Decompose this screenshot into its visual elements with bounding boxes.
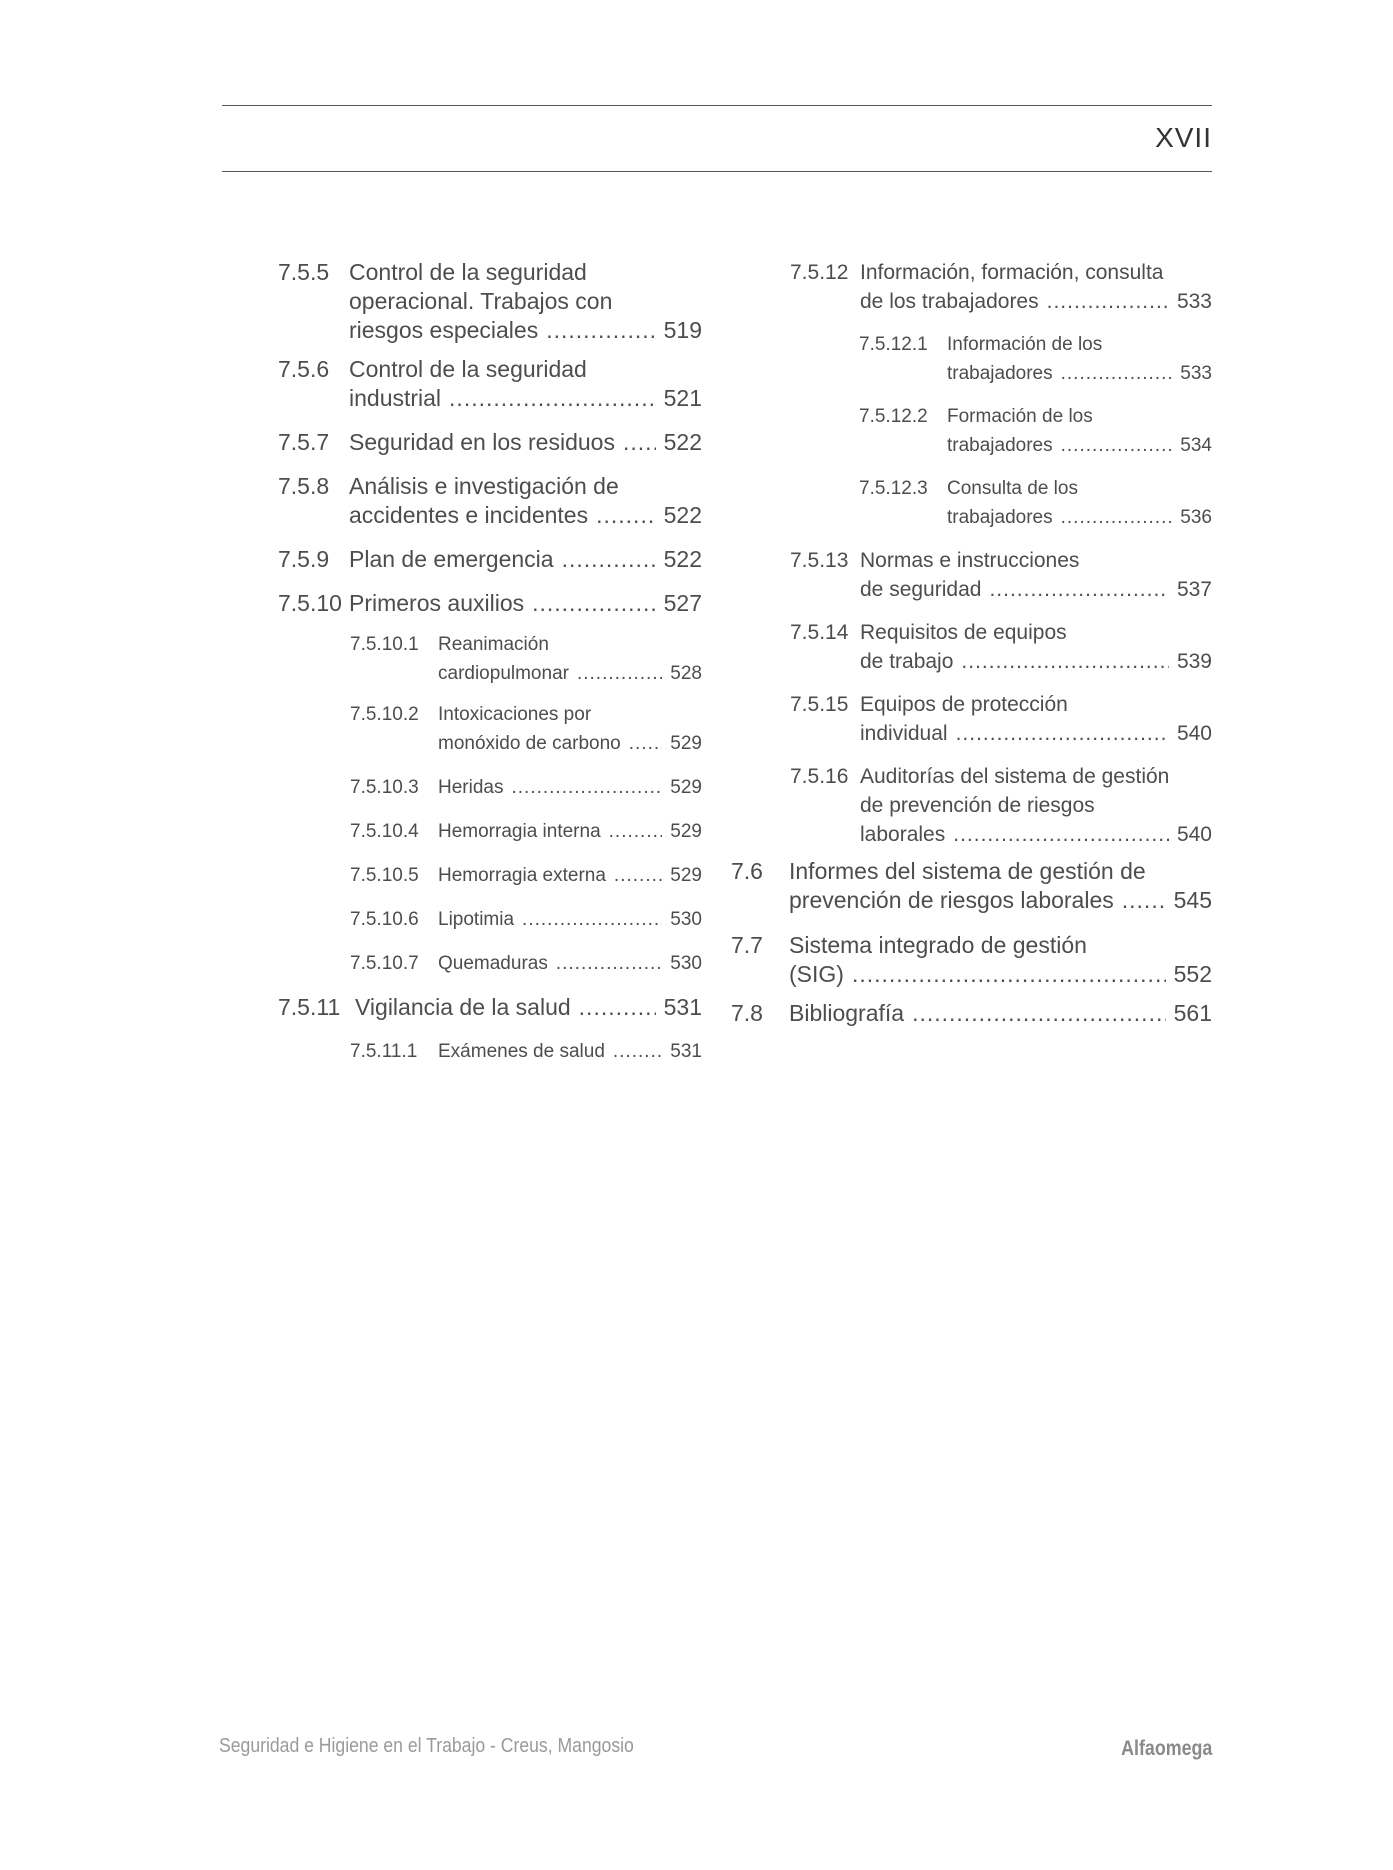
toc-entry-number: 7.5.12.3: [859, 478, 928, 499]
toc-entry[interactable]: [278, 355, 702, 413]
toc-entry-title-line: Lipotimia: [438, 909, 515, 930]
toc-entry-page: 521: [663, 385, 702, 411]
toc-entry-title-line: de los trabajadores: [860, 290, 1039, 313]
toc-entry-number: 7.5.10.4: [350, 821, 419, 842]
toc-entry-page: 539: [1176, 650, 1212, 673]
toc-dot-leader: [912, 999, 1166, 1028]
toc-entry-number: 7.5.12.1: [859, 334, 928, 355]
footer-publisher: Alfaomega: [1120, 1737, 1212, 1760]
toc-entry-title-line: monóxido de carbono: [438, 733, 621, 754]
toc-entry-number: 7.5.10: [278, 590, 342, 616]
toc-entry[interactable]: [278, 545, 702, 574]
toc-dot-leader: [596, 501, 656, 530]
toc-entry-number: 7.5.12: [790, 261, 849, 284]
toc-entry-page: 529: [670, 865, 702, 886]
toc-dot-leader: [989, 575, 1169, 604]
toc-entry-number: 7.5.8: [278, 473, 330, 499]
toc-dot-leader: [522, 905, 662, 934]
toc-entry-title-line: de seguridad: [860, 578, 982, 601]
toc-dot-leader: [577, 659, 662, 688]
toc-entry-page: 533: [1180, 363, 1212, 384]
toc-entry-page: 533: [1176, 290, 1212, 313]
toc-entry[interactable]: [731, 931, 1212, 989]
toc-dot-leader: [614, 861, 662, 890]
toc-entry-page: 561: [1173, 1000, 1212, 1026]
toc-dot-leader: [579, 993, 656, 1022]
toc-entry-number: 7.5.10.6: [350, 909, 419, 930]
toc-entry-page: 537: [1176, 578, 1212, 601]
toc-entry[interactable]: [350, 630, 702, 688]
toc-entry-title-line: Información, formación, consulta: [860, 261, 1164, 284]
toc-entry[interactable]: [790, 546, 1212, 604]
toc-entry-number: 7.5.13: [790, 549, 849, 572]
header-bottom-rule: [222, 171, 1212, 172]
toc-entry-number: 7.5.6: [278, 356, 330, 382]
toc-entry-title-line: trabajadores: [947, 507, 1053, 528]
toc-entry-page: 522: [663, 546, 702, 572]
toc-entry-title-line: Vigilancia de la salud: [355, 994, 571, 1020]
toc-right-column: [731, 258, 1212, 1028]
toc-entry[interactable]: [350, 1037, 702, 1066]
toc-entry-number: 7.5.10.7: [350, 953, 419, 974]
toc-entry-page: 522: [663, 502, 702, 528]
toc-dot-leader: [1061, 503, 1173, 532]
toc-entry-page: 529: [670, 821, 702, 842]
toc-entry-title-line: Hemorragia externa: [438, 865, 606, 886]
toc-entry-page: 531: [670, 1041, 702, 1062]
toc-entry-title-line: trabajadores: [947, 435, 1053, 456]
toc-dot-leader: [953, 820, 1169, 849]
toc-dot-leader: [852, 960, 1166, 989]
toc-entry-page: 531: [663, 994, 702, 1020]
toc-entry-number: 7.5.5: [278, 259, 330, 285]
toc-entry-title-line: de trabajo: [860, 650, 954, 673]
toc-entry[interactable]: [350, 949, 702, 978]
toc-entry[interactable]: [859, 402, 1212, 460]
toc-entry[interactable]: [350, 861, 702, 890]
toc-dot-leader: [1122, 886, 1166, 915]
toc-entry-page: 540: [1176, 722, 1212, 745]
toc-entry[interactable]: [278, 993, 702, 1022]
toc-entry-number: 7.5.11: [278, 994, 341, 1020]
toc-entry-title-line: (SIG): [789, 961, 844, 987]
toc-entry-title-line: individual: [860, 722, 948, 745]
toc-entry-title-line: Primeros auxilios: [349, 590, 525, 616]
toc-entry[interactable]: [350, 700, 702, 758]
toc-entry[interactable]: [731, 857, 1212, 915]
toc-entry[interactable]: [859, 330, 1212, 388]
toc-entry-title-line: Reanimación: [438, 634, 549, 655]
toc-entry[interactable]: [350, 905, 702, 934]
toc-entry-number: 7.5.14: [790, 621, 849, 644]
page-number: XVII: [1155, 122, 1212, 153]
toc-entry-number: 7.5.11.1: [350, 1041, 418, 1062]
toc-dot-leader: [511, 773, 662, 802]
toc-entry-title-line: laborales: [860, 823, 946, 846]
toc-dot-leader: [449, 384, 656, 413]
toc-entry-title-line: cardiopulmonar: [438, 663, 569, 684]
toc-entry-number: 7.5.9: [278, 546, 330, 572]
toc-dot-leader: [623, 428, 656, 457]
toc-entry-title-line: Control de la seguridad: [349, 259, 587, 285]
toc-entry-title-line: prevención de riesgos laborales: [789, 887, 1114, 913]
toc-entry[interactable]: [731, 999, 1212, 1028]
toc-entry[interactable]: [790, 618, 1212, 676]
toc-entry-title-line: Exámenes de salud: [438, 1041, 605, 1062]
toc-dot-leader: [1047, 287, 1169, 316]
toc-entry-number: 7.8: [731, 1000, 763, 1026]
toc-entry-title-line: riesgos especiales: [349, 317, 539, 343]
toc-entry-number: 7.5.12.2: [859, 406, 928, 427]
toc-entry-title-line: Plan de emergencia: [349, 546, 554, 572]
toc-entry-title-line: accidentes e incidentes: [349, 502, 589, 528]
toc-entry[interactable]: [790, 762, 1212, 849]
toc-entry-title-line: Consulta de los: [947, 478, 1078, 499]
toc-entry-title-line: Análisis e investigación de: [349, 473, 619, 499]
toc-entry-title-line: Hemorragia interna: [438, 821, 601, 842]
toc-entry-title-line: Bibliografía: [789, 1000, 905, 1026]
toc-entry-number: 7.5.7: [278, 429, 330, 455]
toc-entry[interactable]: [350, 817, 702, 846]
toc-entry-page: 528: [670, 663, 702, 684]
toc-entry-title-line: Control de la seguridad: [349, 356, 587, 382]
toc-entry-page: 527: [663, 590, 702, 616]
toc-dot-leader: [562, 545, 656, 574]
toc-entry-number: 7.5.10.2: [350, 704, 419, 725]
toc-entry-title-line: Formación de los: [947, 406, 1093, 427]
toc-entry-page: 522: [663, 429, 702, 455]
toc-left-column: [278, 258, 702, 1066]
toc-entry-title-line: industrial: [349, 385, 442, 411]
toc-entry[interactable]: [859, 474, 1212, 532]
toc-entry-number: 7.5.10.1: [350, 634, 419, 655]
toc-dot-leader: [1061, 359, 1173, 388]
toc-entry-page: 530: [670, 909, 702, 930]
toc-dot-leader: [532, 589, 656, 618]
toc-dot-leader: [961, 647, 1169, 676]
toc-entry-title-line: Normas e instrucciones: [860, 549, 1080, 572]
toc-entry-number: 7.5.10.5: [350, 865, 419, 886]
toc-entry-number: 7.5.15: [790, 693, 849, 716]
footer-book-title: Seguridad e Higiene en el Trabajo - Creus, Mangosio: [219, 1735, 634, 1757]
toc-entry[interactable]: [790, 690, 1212, 748]
toc-entry-page: 534: [1180, 435, 1212, 456]
toc-entry-page: 529: [670, 777, 702, 798]
toc-entry-number: 7.5.16: [790, 765, 849, 788]
toc-dot-leader: [956, 719, 1169, 748]
toc-dot-leader: [609, 817, 663, 846]
toc-entry-number: 7.6: [731, 858, 763, 884]
toc-entry[interactable]: [790, 258, 1212, 316]
toc-entry-number: 7.5.10.3: [350, 777, 419, 798]
toc-entry-page: 545: [1173, 887, 1212, 913]
toc-entry-title-line: Seguridad en los residuos: [349, 429, 615, 455]
toc-dot-leader: [613, 1037, 662, 1066]
toc-entry-title-line: Quemaduras: [438, 953, 548, 974]
toc-entry-title-line: Requisitos de equipos: [860, 621, 1067, 644]
toc-entry-title-line: Sistema integrado de gestión: [789, 932, 1087, 958]
toc-entry-page: 536: [1180, 507, 1212, 528]
toc-entry-title-line: de prevención de riesgos: [860, 794, 1095, 817]
toc-entry[interactable]: [278, 472, 702, 530]
toc-entry-title-line: operacional. Trabajos con: [349, 288, 613, 314]
toc-entry-title-line: Auditorías del sistema de gestión: [860, 765, 1170, 788]
header-top-rule: [222, 105, 1212, 106]
toc-entry-title-line: Intoxicaciones por: [438, 704, 592, 725]
toc-entry[interactable]: [350, 773, 702, 802]
toc-entry-title-line: Equipos de protección: [860, 693, 1068, 716]
toc-entry[interactable]: [278, 589, 702, 618]
toc-entry-page: 519: [663, 317, 702, 343]
toc-entry-page: 552: [1173, 961, 1212, 987]
toc-entry[interactable]: [278, 258, 702, 345]
toc-entry-page: 529: [670, 733, 702, 754]
toc-entry-title-line: Información de los: [947, 334, 1103, 355]
toc-entry[interactable]: [278, 428, 702, 457]
toc-dot-leader: [1061, 431, 1173, 460]
toc-dot-leader: [556, 949, 662, 978]
toc-entry-title-line: trabajadores: [947, 363, 1053, 384]
toc-entry-title-line: Heridas: [438, 777, 504, 798]
toc-dot-leader: [629, 729, 663, 758]
toc-entry-page: 540: [1176, 823, 1212, 846]
toc-entry-title-line: Informes del sistema de gestión de: [789, 858, 1146, 884]
toc-entry-number: 7.7: [731, 932, 763, 958]
toc-entry-page: 530: [670, 953, 702, 974]
toc-dot-leader: [546, 316, 655, 345]
